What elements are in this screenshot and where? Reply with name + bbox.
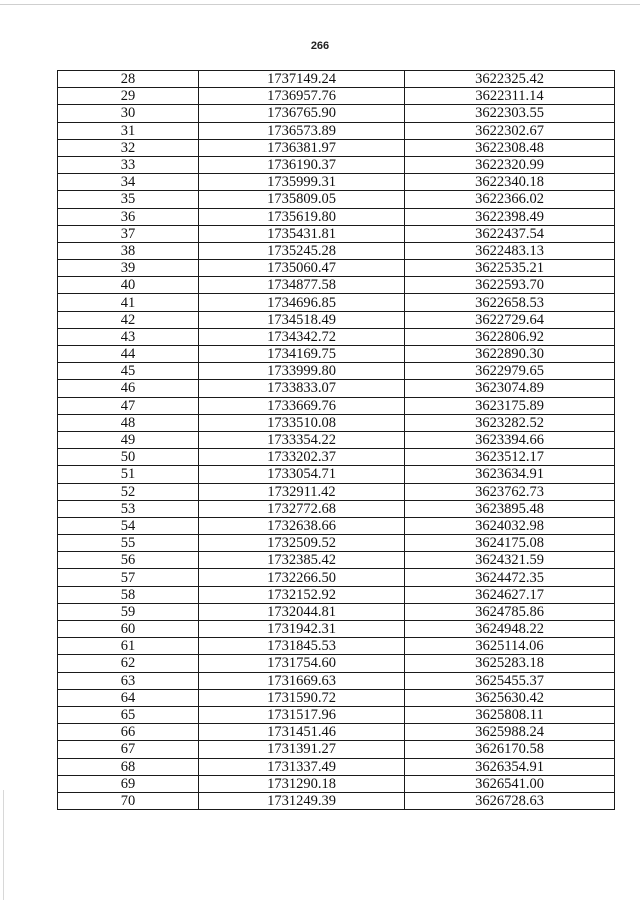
table-row <box>58 122 615 139</box>
y-coordinate-cell: 3622366.02 <box>405 191 615 208</box>
x-coordinate-cell: 1732911.42 <box>199 483 405 500</box>
x-coordinate-cell: 1733054.71 <box>199 466 405 483</box>
table-row <box>58 414 615 431</box>
x-coordinate-cell: 1735999.31 <box>199 174 405 191</box>
table-row <box>58 431 615 448</box>
x-coordinate-cell: 1731942.31 <box>199 621 405 638</box>
x-coordinate-cell: 1731590.72 <box>199 689 405 706</box>
table-row <box>58 380 615 397</box>
x-coordinate-cell: 1732385.42 <box>199 552 405 569</box>
x-coordinate-cell: 1733999.80 <box>199 363 405 380</box>
x-coordinate-cell: 1733354.22 <box>199 431 405 448</box>
x-coordinate-cell: 1731754.60 <box>199 655 405 672</box>
x-coordinate-cell: 1731249.39 <box>199 792 405 809</box>
scan-top-edge <box>0 4 640 5</box>
table-row <box>58 655 615 672</box>
table-row <box>58 363 615 380</box>
table-row <box>58 500 615 517</box>
y-coordinate-cell: 3623762.73 <box>405 483 615 500</box>
table-row <box>58 88 615 105</box>
point-number-cell: 55 <box>58 535 199 552</box>
point-number-cell: 38 <box>58 242 199 259</box>
x-coordinate-cell: 1735060.47 <box>199 260 405 277</box>
table-row <box>58 191 615 208</box>
table-row <box>58 621 615 638</box>
table-row <box>58 792 615 809</box>
table-row <box>58 397 615 414</box>
y-coordinate-cell: 3626541.00 <box>405 775 615 792</box>
x-coordinate-cell: 1734696.85 <box>199 294 405 311</box>
point-number-cell: 41 <box>58 294 199 311</box>
x-coordinate-cell: 1735619.80 <box>199 208 405 225</box>
x-coordinate-cell: 1731337.49 <box>199 758 405 775</box>
x-coordinate-cell: 1731290.18 <box>199 775 405 792</box>
y-coordinate-cell: 3625283.18 <box>405 655 615 672</box>
point-number-cell: 61 <box>58 638 199 655</box>
y-coordinate-cell: 3623074.89 <box>405 380 615 397</box>
point-number-cell: 57 <box>58 569 199 586</box>
page-number: 266 <box>310 40 330 52</box>
point-number-cell: 54 <box>58 517 199 534</box>
x-coordinate-cell: 1735245.28 <box>199 242 405 259</box>
point-number-cell: 51 <box>58 466 199 483</box>
table-row <box>58 466 615 483</box>
y-coordinate-cell: 3622593.70 <box>405 277 615 294</box>
y-coordinate-cell: 3622535.21 <box>405 260 615 277</box>
table-row <box>58 260 615 277</box>
table-row <box>58 449 615 466</box>
point-number-cell: 30 <box>58 105 199 122</box>
table-row <box>58 672 615 689</box>
table-row <box>58 724 615 741</box>
point-number-cell: 40 <box>58 277 199 294</box>
y-coordinate-cell: 3625114.06 <box>405 638 615 655</box>
point-number-cell: 56 <box>58 552 199 569</box>
y-coordinate-cell: 3623512.17 <box>405 449 615 466</box>
x-coordinate-cell: 1732152.92 <box>199 586 405 603</box>
table-row <box>58 569 615 586</box>
x-coordinate-cell: 1733202.37 <box>199 449 405 466</box>
point-number-cell: 48 <box>58 414 199 431</box>
table-row <box>58 586 615 603</box>
y-coordinate-cell: 3622483.13 <box>405 242 615 259</box>
x-coordinate-cell: 1731391.27 <box>199 741 405 758</box>
x-coordinate-cell: 1737149.24 <box>199 71 405 88</box>
y-coordinate-cell: 3625808.11 <box>405 706 615 723</box>
table-row <box>58 741 615 758</box>
y-coordinate-cell: 3622398.49 <box>405 208 615 225</box>
y-coordinate-cell: 3625988.24 <box>405 724 615 741</box>
y-coordinate-cell: 3622340.18 <box>405 174 615 191</box>
point-number-cell: 59 <box>58 603 199 620</box>
y-coordinate-cell: 3623282.52 <box>405 414 615 431</box>
x-coordinate-cell: 1734877.58 <box>199 277 405 294</box>
y-coordinate-cell: 3622806.92 <box>405 328 615 345</box>
y-coordinate-cell: 3624321.59 <box>405 552 615 569</box>
point-number-cell: 36 <box>58 208 199 225</box>
y-coordinate-cell: 3622325.42 <box>405 71 615 88</box>
table-row <box>58 552 615 569</box>
coordinate-table-body <box>58 71 615 810</box>
y-coordinate-cell: 3624175.08 <box>405 535 615 552</box>
y-coordinate-cell: 3623895.48 <box>405 500 615 517</box>
point-number-cell: 67 <box>58 741 199 758</box>
point-number-cell: 44 <box>58 346 199 363</box>
x-coordinate-cell: 1732638.66 <box>199 517 405 534</box>
x-coordinate-cell: 1736765.90 <box>199 105 405 122</box>
x-coordinate-cell: 1733669.76 <box>199 397 405 414</box>
x-coordinate-cell: 1732772.68 <box>199 500 405 517</box>
y-coordinate-cell: 3622308.48 <box>405 139 615 156</box>
table-row <box>58 139 615 156</box>
y-coordinate-cell: 3623175.89 <box>405 397 615 414</box>
point-number-cell: 68 <box>58 758 199 775</box>
point-number-cell: 52 <box>58 483 199 500</box>
table-row <box>58 242 615 259</box>
y-coordinate-cell: 3624627.17 <box>405 586 615 603</box>
y-coordinate-cell: 3622979.65 <box>405 363 615 380</box>
y-coordinate-cell: 3624785.86 <box>405 603 615 620</box>
table-row <box>58 311 615 328</box>
x-coordinate-cell: 1735431.81 <box>199 225 405 242</box>
point-number-cell: 33 <box>58 156 199 173</box>
point-number-cell: 45 <box>58 363 199 380</box>
y-coordinate-cell: 3622302.67 <box>405 122 615 139</box>
point-number-cell: 39 <box>58 260 199 277</box>
y-coordinate-cell: 3626170.58 <box>405 741 615 758</box>
y-coordinate-cell: 3623394.66 <box>405 431 615 448</box>
point-number-cell: 49 <box>58 431 199 448</box>
table-row <box>58 328 615 345</box>
table-row <box>58 638 615 655</box>
table-row <box>58 208 615 225</box>
scan-left-edge <box>3 790 4 900</box>
x-coordinate-cell: 1731845.53 <box>199 638 405 655</box>
table-row <box>58 71 615 88</box>
x-coordinate-cell: 1736381.97 <box>199 139 405 156</box>
y-coordinate-cell: 3623634.91 <box>405 466 615 483</box>
x-coordinate-cell: 1733510.08 <box>199 414 405 431</box>
point-number-cell: 31 <box>58 122 199 139</box>
table-row <box>58 346 615 363</box>
point-number-cell: 63 <box>58 672 199 689</box>
point-number-cell: 47 <box>58 397 199 414</box>
point-number-cell: 58 <box>58 586 199 603</box>
y-coordinate-cell: 3622890.30 <box>405 346 615 363</box>
x-coordinate-cell: 1731669.63 <box>199 672 405 689</box>
table-row <box>58 603 615 620</box>
point-number-cell: 50 <box>58 449 199 466</box>
table-row <box>58 535 615 552</box>
y-coordinate-cell: 3625630.42 <box>405 689 615 706</box>
y-coordinate-cell: 3622320.99 <box>405 156 615 173</box>
x-coordinate-cell: 1732044.81 <box>199 603 405 620</box>
table-row <box>58 225 615 242</box>
table-row <box>58 174 615 191</box>
table-row <box>58 706 615 723</box>
y-coordinate-cell: 3624948.22 <box>405 621 615 638</box>
point-number-cell: 60 <box>58 621 199 638</box>
point-number-cell: 69 <box>58 775 199 792</box>
table-row <box>58 105 615 122</box>
y-coordinate-cell: 3624032.98 <box>405 517 615 534</box>
point-number-cell: 65 <box>58 706 199 723</box>
point-number-cell: 42 <box>58 311 199 328</box>
table-row <box>58 483 615 500</box>
point-number-cell: 66 <box>58 724 199 741</box>
x-coordinate-cell: 1736190.37 <box>199 156 405 173</box>
x-coordinate-cell: 1736957.76 <box>199 88 405 105</box>
table-row <box>58 775 615 792</box>
point-number-cell: 62 <box>58 655 199 672</box>
table-row <box>58 758 615 775</box>
point-number-cell: 34 <box>58 174 199 191</box>
y-coordinate-cell: 3622437.54 <box>405 225 615 242</box>
y-coordinate-cell: 3622729.64 <box>405 311 615 328</box>
point-number-cell: 43 <box>58 328 199 345</box>
x-coordinate-cell: 1732509.52 <box>199 535 405 552</box>
table-row <box>58 517 615 534</box>
y-coordinate-cell: 3622303.55 <box>405 105 615 122</box>
point-number-cell: 32 <box>58 139 199 156</box>
point-number-cell: 37 <box>58 225 199 242</box>
y-coordinate-cell: 3626354.91 <box>405 758 615 775</box>
x-coordinate-cell: 1731517.96 <box>199 706 405 723</box>
y-coordinate-cell: 3625455.37 <box>405 672 615 689</box>
x-coordinate-cell: 1733833.07 <box>199 380 405 397</box>
y-coordinate-cell: 3622311.14 <box>405 88 615 105</box>
x-coordinate-cell: 1734342.72 <box>199 328 405 345</box>
x-coordinate-cell: 1736573.89 <box>199 122 405 139</box>
x-coordinate-cell: 1734518.49 <box>199 311 405 328</box>
y-coordinate-cell: 3626728.63 <box>405 792 615 809</box>
table-row <box>58 277 615 294</box>
point-number-cell: 53 <box>58 500 199 517</box>
x-coordinate-cell: 1731451.46 <box>199 724 405 741</box>
table-row <box>58 156 615 173</box>
coordinate-table <box>57 70 615 810</box>
x-coordinate-cell: 1732266.50 <box>199 569 405 586</box>
point-number-cell: 46 <box>58 380 199 397</box>
y-coordinate-cell: 3624472.35 <box>405 569 615 586</box>
point-number-cell: 70 <box>58 792 199 809</box>
x-coordinate-cell: 1735809.05 <box>199 191 405 208</box>
point-number-cell: 35 <box>58 191 199 208</box>
table-row <box>58 689 615 706</box>
x-coordinate-cell: 1734169.75 <box>199 346 405 363</box>
table-row <box>58 294 615 311</box>
point-number-cell: 29 <box>58 88 199 105</box>
point-number-cell: 64 <box>58 689 199 706</box>
point-number-cell: 28 <box>58 71 199 88</box>
y-coordinate-cell: 3622658.53 <box>405 294 615 311</box>
